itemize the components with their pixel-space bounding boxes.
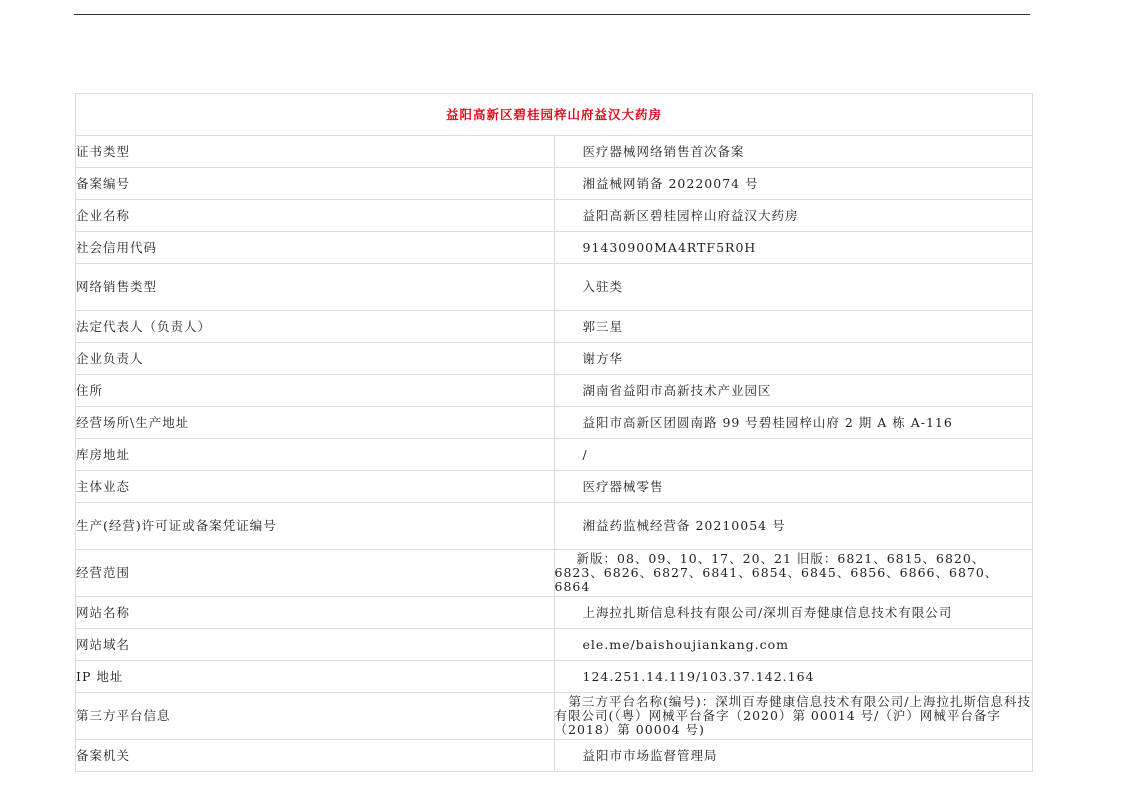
row-value: 益阳市高新区团圆南路 99 号碧桂园梓山府 2 期 A 栋 A-116 bbox=[554, 407, 1033, 439]
row-label: 主体业态 bbox=[76, 471, 555, 503]
row-value: 益阳高新区碧桂园梓山府益汉大药房 bbox=[554, 200, 1033, 232]
header-rule bbox=[74, 14, 1030, 15]
row-label: 备案编号 bbox=[76, 168, 555, 200]
row-value: 新版：08、09、10、17、20、21 旧版：6821、6815、6820、6823、6826、6827、6841、6854、6845、6856、6866、6870、6864 bbox=[554, 550, 1033, 597]
row-value: 湖南省益阳市高新技术产业园区 bbox=[554, 375, 1033, 407]
record-table bbox=[75, 93, 1033, 772]
table-row bbox=[76, 375, 1033, 407]
row-label: 备案机关 bbox=[76, 740, 555, 772]
row-label: 社会信用代码 bbox=[76, 232, 555, 264]
row-value: 124.251.14.119/103.37.142.164 bbox=[554, 661, 1033, 693]
row-value: 入驻类 bbox=[554, 264, 1033, 311]
row-label: 经营场所\生产地址 bbox=[76, 407, 555, 439]
row-value: 医疗器械网络销售首次备案 bbox=[554, 136, 1033, 168]
table-row bbox=[76, 311, 1033, 343]
row-value: 郭三星 bbox=[554, 311, 1033, 343]
table-row bbox=[76, 232, 1033, 264]
row-label: 经营范围 bbox=[76, 550, 555, 597]
title-row bbox=[76, 94, 1033, 136]
row-label: 法定代表人（负责人） bbox=[76, 311, 555, 343]
table-row bbox=[76, 264, 1033, 311]
table-row bbox=[76, 343, 1033, 375]
row-label: 生产(经营)许可证或备案凭证编号 bbox=[76, 503, 555, 550]
table-row bbox=[76, 550, 1033, 597]
row-value: 湘益药监械经营备 20210054 号 bbox=[554, 503, 1033, 550]
row-value: 湘益械网销备 20220074 号 bbox=[554, 168, 1033, 200]
row-label: 企业负责人 bbox=[76, 343, 555, 375]
row-value: 上海拉扎斯信息科技有限公司/深圳百寿健康信息技术有限公司 bbox=[554, 597, 1033, 629]
row-value: / bbox=[554, 439, 1033, 471]
table-row bbox=[76, 168, 1033, 200]
table-row bbox=[76, 136, 1033, 168]
table-row bbox=[76, 439, 1033, 471]
table-row bbox=[76, 407, 1033, 439]
row-label: 网站名称 bbox=[76, 597, 555, 629]
row-label: IP 地址 bbox=[76, 661, 555, 693]
table-row bbox=[76, 629, 1033, 661]
row-value: ele.me/baishoujiankang.com bbox=[554, 629, 1033, 661]
row-value: 谢方华 bbox=[554, 343, 1033, 375]
row-label: 网络销售类型 bbox=[76, 264, 555, 311]
row-label: 第三方平台信息 bbox=[76, 693, 555, 740]
row-label: 网站域名 bbox=[76, 629, 555, 661]
row-label: 证书类型 bbox=[76, 136, 555, 168]
row-value: 第三方平台名称(编号)：深圳百寿健康信息技术有限公司/上海拉扎斯信息科技有限公司(（粤）网械平台备字（2020）第 00014 号/（沪）网械平台备字（2018）第 00004 号) bbox=[554, 693, 1033, 740]
row-label: 企业名称 bbox=[76, 200, 555, 232]
table-row bbox=[76, 503, 1033, 550]
table-row bbox=[76, 693, 1033, 740]
row-value: 91430900MA4RTF5R0H bbox=[554, 232, 1033, 264]
table-row bbox=[76, 661, 1033, 693]
table-row bbox=[76, 740, 1033, 772]
document-title: 益阳高新区碧桂园梓山府益汉大药房 bbox=[76, 94, 1033, 136]
row-label: 住所 bbox=[76, 375, 555, 407]
table-row bbox=[76, 471, 1033, 503]
row-value: 医疗器械零售 bbox=[554, 471, 1033, 503]
table-row bbox=[76, 200, 1033, 232]
row-label: 库房地址 bbox=[76, 439, 555, 471]
table-row bbox=[76, 597, 1033, 629]
row-value: 益阳市市场监督管理局 bbox=[554, 740, 1033, 772]
